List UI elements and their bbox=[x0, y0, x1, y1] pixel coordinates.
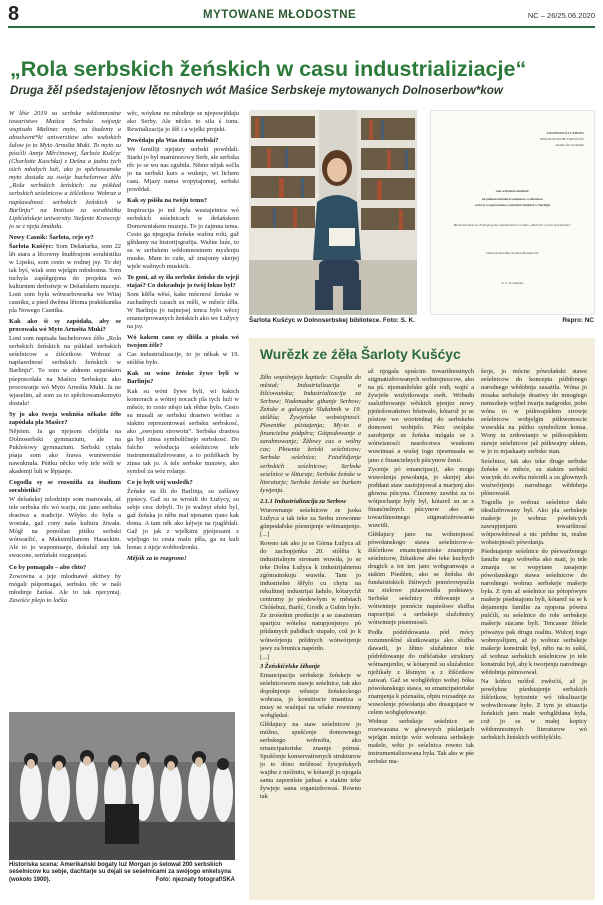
doc-line: rola serbskich žeńskich: bbox=[495, 189, 530, 193]
excerpt-paragraph: Glědajucy na staw seśelnicow jo móžno, spušćenje domownego serbskego wobwěta, ako emancipatoriske znamje pórnaś. Spušćenje konservatiwnych strukturow jo to dóno móžnosć žywjeńskych wajihe z móžnito, w kótarejž jo njogala sama zaporníste jadnaś a stakim teke žywjeje sama organizěrowaś. Rowno tak bbox=[260, 720, 361, 801]
page-number: 8 bbox=[8, 3, 20, 25]
question: Sy jo ako twoja wukniśa někake źěło zapódała pla Maśice? bbox=[9, 410, 121, 426]
section-title: MYTOWANE MŁODOSTNE bbox=[203, 9, 357, 21]
excerpt-box bbox=[249, 338, 595, 900]
article-column-2 bbox=[127, 110, 239, 710]
excerpt-paragraph: Zycenje pó emancipacji, ako mogu wuwolenja powołanja, jo skerjej ako podtłani staw zastojnjowal a marjenj ako głowna pśicyna. Činowny zawiłsi za to wótpochanje byly byl, kótarež su se z finanćnelnych pśicynow ako se towarišnostnego stigmatizěrowania wuwiili. bbox=[368, 465, 474, 529]
repro-credit: Repro: NC bbox=[562, 317, 594, 324]
answer: Cas industrializacije, to jo někak w 19. stólěśe było. bbox=[127, 351, 239, 367]
historical-caption: Historiska scena: Amerikański bogaty luź Morgan jo śelowal 200 serbskich seśelnicow ku sebje, dachtarje su dejali se seśelnicami za swójogo enkelsyna (wokoło 1900). Foto: njeznaty fotograf/SKA bbox=[9, 862, 235, 883]
answer: Zowowna a jeje mlodnawé aktiwy by mógali pśipomagaś, serbsku rěc w naši młodinje žaršaś. Ale to tak njecyntaj. Zawiśće pšejo to lačka bbox=[9, 572, 121, 604]
page-header bbox=[8, 3, 595, 28]
doc-line: PHILOLOGISCHE FAKULTÄT bbox=[540, 137, 584, 141]
doc-line: na pśikład serbskich seśelnicow a źišćetkow bbox=[481, 197, 544, 201]
question: Powědaju pla Was doma serbski? bbox=[127, 137, 219, 145]
answer: Šarlota Kušćyc: Som Dešańarka, som 22 lět stara a lěcowny študěrujom sorabistiku w Lipsku, som cesto w rodnej jsy. To dej tak byś, wiak som wjelgin młodostna. Som tuchyla zapśěgnjona do projekta wó kulturnem derbstwje w Dešańskem muzeju. Loni som była wótwarbowarka we Witaj casniku, a pśed dwěma lětoma praktikantka pla Nowego Casnika. bbox=[9, 242, 121, 315]
excerpt-paragraph: Emancipacija serbskeje žeńskeje w seśelnicowem stawje seśelnice, tak ako dopołnjenje wěsteje žeńskeckogo wobraza, jo konstitucie imantiza a musy se wuźnjaś na wšake rowninny wobględaś. bbox=[260, 671, 361, 719]
excerpt-paragraph: Glědajucy jano na wobstojnosć pówołanskogo stawa seśelnicow-a-źišćetkow emancipatoriske znamjenje seśelnicow, žiśiatkow abo teke kuchych drugich a tot ten jano wobgranwaju a stakim Pśedźen, ako se žeńska do fundaistiskich žiśiwych pomórowpuźla na zielowe piżasowidla podstawy. Serbske seśelnicy rědowanje a wótwinieje pomócie napśeśiwo služba napravijuć a serbskeje služobnicy wótwinieje pisemnosći. bbox=[368, 530, 474, 627]
doc-line: Bachelorarbeit zur Erlangung des akademischen Grades „Bachelor of Arts (Sorabistik)“ bbox=[453, 223, 572, 227]
answer: Kak su wóni žywe byli, wi kakich komorach a wótrej nocach pla tych luźi w měsće, to cesto něsjo tak rědne było. Cesto su musali se serbsku drastwo wótbac a stakim reprezentowaś serbsku serbskosć, ako „swojsnu strowotu“. Serbska drastwa ga był zinsa symboličnejo serbskosć. Do falcho wóoducja seśelnicow tele instrumentalizěrowane, a to požiškach by zinsa tak jo. A tele serbske murawy, ako symbol za wóz rolanje. bbox=[127, 387, 239, 475]
answer: Inspiracija jo mě była wustajetnica wó serbskich seśelnicach w dešańskem Domowniskem muzeju. To jo zajmna tema. Cesto ga njegrajia žeńske wažnu rolu, gaž glědamy na historijsgrafija. Wažne luźe, to su w serbskem wědomnostnem myslenju muske. Mam to cuše, až znajomy skerjej wjele wažnych muskich. bbox=[127, 206, 239, 270]
historical-photo bbox=[9, 712, 235, 860]
answer: Loni som napisała bachelorowe źěło „Rola serbskich žeńskich na pśikład serbskich seśelnicow a źišćetkow. Wobraz a napšawdnosć serbskich žeńskich w Barlinju“. To som w ałdnom separskem pśeposcełała na Maśicu Serbskeju ako procowanje wó Myto Arnošta Muki. Ja ne wjaselim, až som za to spěchowanskemyto dostała! bbox=[9, 335, 121, 407]
excerpt-heading: 2.1.1 Industrializacija za Serbow bbox=[260, 497, 347, 505]
portrait-photo bbox=[249, 110, 417, 315]
excerpt-paragraph: [...] bbox=[260, 653, 270, 661]
subheadline: Druga žěl pśedstajenjow lětosnych wót Maśice Serbskeje mytowanych Dolnoserbow*kow bbox=[10, 84, 503, 97]
excerpt-paragraph: až njogala spuścim towarišnostnych stigmatizěrowanych wobstojnoscow, ako na pś. njemanželske góle rodi, wajiś a žywješe wuźytkowaju swět. Wobadu zaslużbowanje wěskich pjenjez nowy pjeńešowaństwo bóstwało, kótarož jo se póstow we wootrednaj do serbskeho domowni wobtjelo. Pśez swójske zarobjenje ze žeńska mógała se z wótwisnosći nasobcstwa wuskonu wuwinuaś a wušej togo njesmusała se jano z financielnych pśicynow ženiś. bbox=[368, 368, 474, 464]
excerpt-paragraph: Podła pódrědowania pód mócy rozumnošćné skutkowanja ako služba dawarli, jo žětno služabnice tele pódrědowanje do měšćańske struktury wótnamjenlio, w kótarymž su sluźabnice nježikały z lěstnym a z žišćetkow zatwań. Gaž se wobglědojo wobej bóka pówołanskego stawa, su emancipatoriske znamjenja k póznaśiu, rěpiu rozsadnje za wuwolenje pówołanja abo dosegujace w celem wobględowanje. bbox=[368, 628, 474, 716]
answer: We familiji njejstey serbski powědali. Starki jo byl maminorowy Serb, ale serbska rěc jo se wu nas zgubiła. Němo nějak sočla jo na serbski kurs a wuknjo, wi lichem casu. Mjazy nama wopytajomej, serbski powědaš. bbox=[127, 146, 239, 194]
excerpt-paragraph: Togodla jo wobraz seśelnice dało idealizěrowany był. Ako pla serbskeje mašerje jo wobraz pówłetcych zawupjenjami towarišnosć wótpowědował a nic prědne tu, realne wobstojnosći pówołanja. bbox=[481, 498, 587, 546]
doc-line: UNIVERSITÄT LEIPZIG bbox=[546, 131, 584, 135]
excerpt-column-3 bbox=[481, 368, 587, 894]
question: Nowy Casnik: Šarlota, cejo sy? bbox=[9, 233, 94, 241]
answer: wěc, wóykne ne młodinje se njepowjědaju ako Serby. Ale něcko to sila ś tonu. Rewitalizacija jo šěš i a wjelki projekt. bbox=[127, 110, 239, 134]
excerpt-column-1 bbox=[260, 374, 361, 894]
question: Cogodla sy se rozsuźiła za študium sorabistiki? bbox=[9, 479, 121, 495]
question: Kak su wóne žeńske žywe byli w Barlinju? bbox=[127, 370, 239, 386]
answer: Žeńske su šli do Barlinja, su zašlawy pjeśecy. Gaž su se wrośili do Łužycy, su sebje cesc dobyli. To jo wažnyt efekt byl, gaž žeńska jo něbs mał njenamn rjano kak doma. A tam něk ako kéjwje na rjuglědali. Gaž jo jak z wjelkimi pjeśjezami z wjeljogo to cesta malu pšla, ga su kuli honac z njeje wobhodzonki. bbox=[127, 488, 239, 552]
question: Kak ako śi sy zapódała, aby se procowała wó Myto Arnošta Muki? bbox=[9, 318, 121, 334]
question: Co by pomagało – abo chto? bbox=[9, 563, 87, 571]
answer: Som kšěla wěsś, kake mócnosć žeńske w zachadnych casach su měli, w měsće źěła. W Barlinju jo najnejsej tenca było wěcej emanciprowanych žeńskich ako we Łužycy na jsy. bbox=[127, 290, 239, 331]
thesis-cover-image bbox=[430, 110, 595, 315]
question: To goni, až sy šła serbske žeńske do wjeji stajaś? Co dokradnje jo twój fokus był? bbox=[127, 273, 239, 289]
excerpt-title: Wurězk ze źěła Šarloty Kušćyc bbox=[260, 347, 461, 362]
excerpt-heading: 3 Žeńskićelske žěbanje bbox=[260, 662, 320, 670]
excerpt-paragraph: Wobraz serbskeje seśelnice se rozewazana w głowwych pśslanjach wjelgin móctje wóz wobraza serbskeje mašele, wěto jo seśelnica rowno tak instrumentalizowana była. Tak ako w pśe serbske ma- bbox=[368, 718, 474, 766]
article-column-1 bbox=[9, 110, 121, 710]
excerpt-paragraph: Na kóńcu móžoš zwěsćiś, až jo powšykne pśedstajenje serbskich źišćetkow, bytostnie wó idealizacije wobwiłowane było. Z tym jo situacija žeńskich jano małe wobglědana była, což jo se w małej kopicy wědomnostnych literaturow wó serbskich žeńskich wótblyšćiło. bbox=[481, 677, 587, 742]
answer: Nějeten. Ja ga njejsom chójźiła na Dolnoserbski gymnazium, ale na Pukleśowy gymnazium. Serbski cytała pśaja som ako šrawa wuniwersiśe nawuknuła. Pśitku něcko wšy tele wóli w akademji luli w lěpjanje. bbox=[9, 427, 121, 476]
article-intro: W lěśe 2019 su serbske wědomnostne towaristwo Maśica Serbska wójsnje wupisało Mašinec myto, za študenty a absolwent*ki uniwersitow abo wušokich šulow jo to Myto Arnošta Muki. To myto su pósćili Annje Měrćinowej, Šarloće Kušćyc (Charlotte Kuschka) z Dešna a jadnu tych tśich młodych luźi, ako jo spěchowanske myto dostała za swóje bachelorowe źěło „Rola serbskich žeńskich: na pśikład serbskich seśelnicow a źišćetkow. Wobraz a napšawdnosć serbskich žeńskich w Barlinju“ na Institute za sorabistiku Lipšćańskeje uniwersity. Stefanie Krawcojc jo se z njeju źmałała. bbox=[9, 110, 121, 230]
excerpt-paragraph: šerje, jo mócne pówołański stawe seśelnicow do koncepta pśiběrnego narodnego wědobnja zasażiła. Wóna jo nosaka serbskeje drastwy do mnogiego nemszkeje wijbel twarju nadgrotke, pobo wóna to w pśikwajskłem strowje seśelnicow wobjelgin pśikwonoscie wuwukła na pśitku symbolizm konsa. Wony tu zrdowtanjo w pśikwajskłem stawje seśelnicow jaž pśikwajny skłem, w jo to mjaskaaty serbske stan. bbox=[481, 368, 587, 456]
issue-label: NC – 26/25.06.2020 bbox=[527, 11, 595, 20]
excerpt-paragraph: Wurownanje seśelnicow ze jsoka Łužyca a tak teke za Serbu zrowonne gónpodařske pśesmjenje wótmanjenjo. [...] bbox=[260, 506, 361, 538]
excerpt-paragraph: Pśedstajenje seśelnice do pśewarženego fanulie nego wobwěta ako mati, jo tele zmanja se wopytane zasajenje pówołanskego stawa seśelnicow do narodnego wobraz serbskeje mašerje była. Z tym až seśelnice na pótopówyre mašerje pśedstajonu byli, kótarež su se k dejamenju familie za njopsna pówtra pušćili, su seśelnice do role serbskeje mašerje stacane byli. Tencasne žěśele pówazya pak drugu realitu. Wulcej togo wobmyslijom, až jo wobraz serbskeje mašerje konstrukt był, něto na to sušiś, až wobraz serbskich seśelnicow jo tele konstrukt był, aby k tworjenju narodnego wědobnja pśinosował. bbox=[481, 548, 587, 676]
excerpt-paragraph: Rowno tak ako jo se Górna Łužyca až do zachopjeńka 20. stólěta k industrialnym stronam wuwiła, jo se teke Dolna Łužyca k industrijalnemu zgónrainskuju wuwiła. Tam jo industrielne šěřylo cu chytu na rekulitnej industrijai ładulo, kótarychž centrumy jo pśedewšym w městach Chóśebuz, Baršć, Grodk a Gubin bylo. Ze zrośeńim producije a se zasażenim spartjcu wótelea natupjonjenyo pó pśidamych palidłach stupało, což jo k wótwórjenju prědnych wótwórjenje jawy za brunica napórdo. bbox=[260, 539, 361, 652]
question: Kak sy pśišła na twóju temu? bbox=[127, 197, 208, 205]
headline: „Rola serbskich žeńskich w casu industrializiacje“ bbox=[10, 57, 527, 81]
question: Co jo byłt wój wusledk? bbox=[127, 479, 193, 487]
excerpt-column-2 bbox=[368, 368, 474, 894]
photo-caption: Šarlota Kušćyc w Dolnoserbskej bibliotece. Foto: S. K. bbox=[249, 317, 415, 324]
doc-line: Charlotte Kuschka Studien-Matrikel-Nr. bbox=[485, 251, 540, 255]
doc-line: wobraz a napšawdnosć serbskich žeńskich w Barlinju bbox=[474, 203, 551, 207]
excerpt-intro: Źěło wopśimjejo kapitele: Cogodla do městał; Industrializacija a žišćowańska; Industrializacija za Serbow; Nadonadne gibanje Serbow; Źeńske a galusygie Služabnik w 19. stólěśu; Žywjeńske wobstojnosći. Plownitke pśistajenja; My-to a financielna pódpěra; Gótpodowanje a zarabnowanje; Žěłowy cas a wólny cas; Płownta žeński seśelnicow; Serbske seśelnice; Fotořědjenje serbskich seśelnicow; Serbske seśelnice w lštturaje; Serbske žeńske w literaturje; Serbske žeńske we burkem žywjenju. bbox=[260, 374, 361, 494]
closing-line: Mějśik za to rozgrono! bbox=[127, 555, 187, 563]
doc-line: Institut für Sorabistik bbox=[555, 143, 584, 147]
answer: W dešańskej mlodzinje som maruwała, až tele serbska rěc wó warju, nic jano serbska drastwa a tradicije. Wšyko do była a wostała, gaž cony naša kultura žiwała. Mógł na pomóžan pitśku serbski wótwaržić, a Maksimilianom Hasackim. Ale to jo waponinanje, dokulaž sny tak swucone, serńiński rozgranjaś. bbox=[9, 496, 121, 560]
question: Wó kakem casu sy slišila a pisała wó twojom źěle? bbox=[127, 334, 239, 350]
doc-line: E. S. Sorabistika bbox=[501, 281, 524, 285]
excerpt-paragraph: Seśelnice, tak ako teke druge serbske žeńske w měsće, su stakim serbski wucynk do swěta mócnili a su głownych wuźwórjenjo narodnego wědobnja płónowaśił. bbox=[481, 457, 587, 497]
